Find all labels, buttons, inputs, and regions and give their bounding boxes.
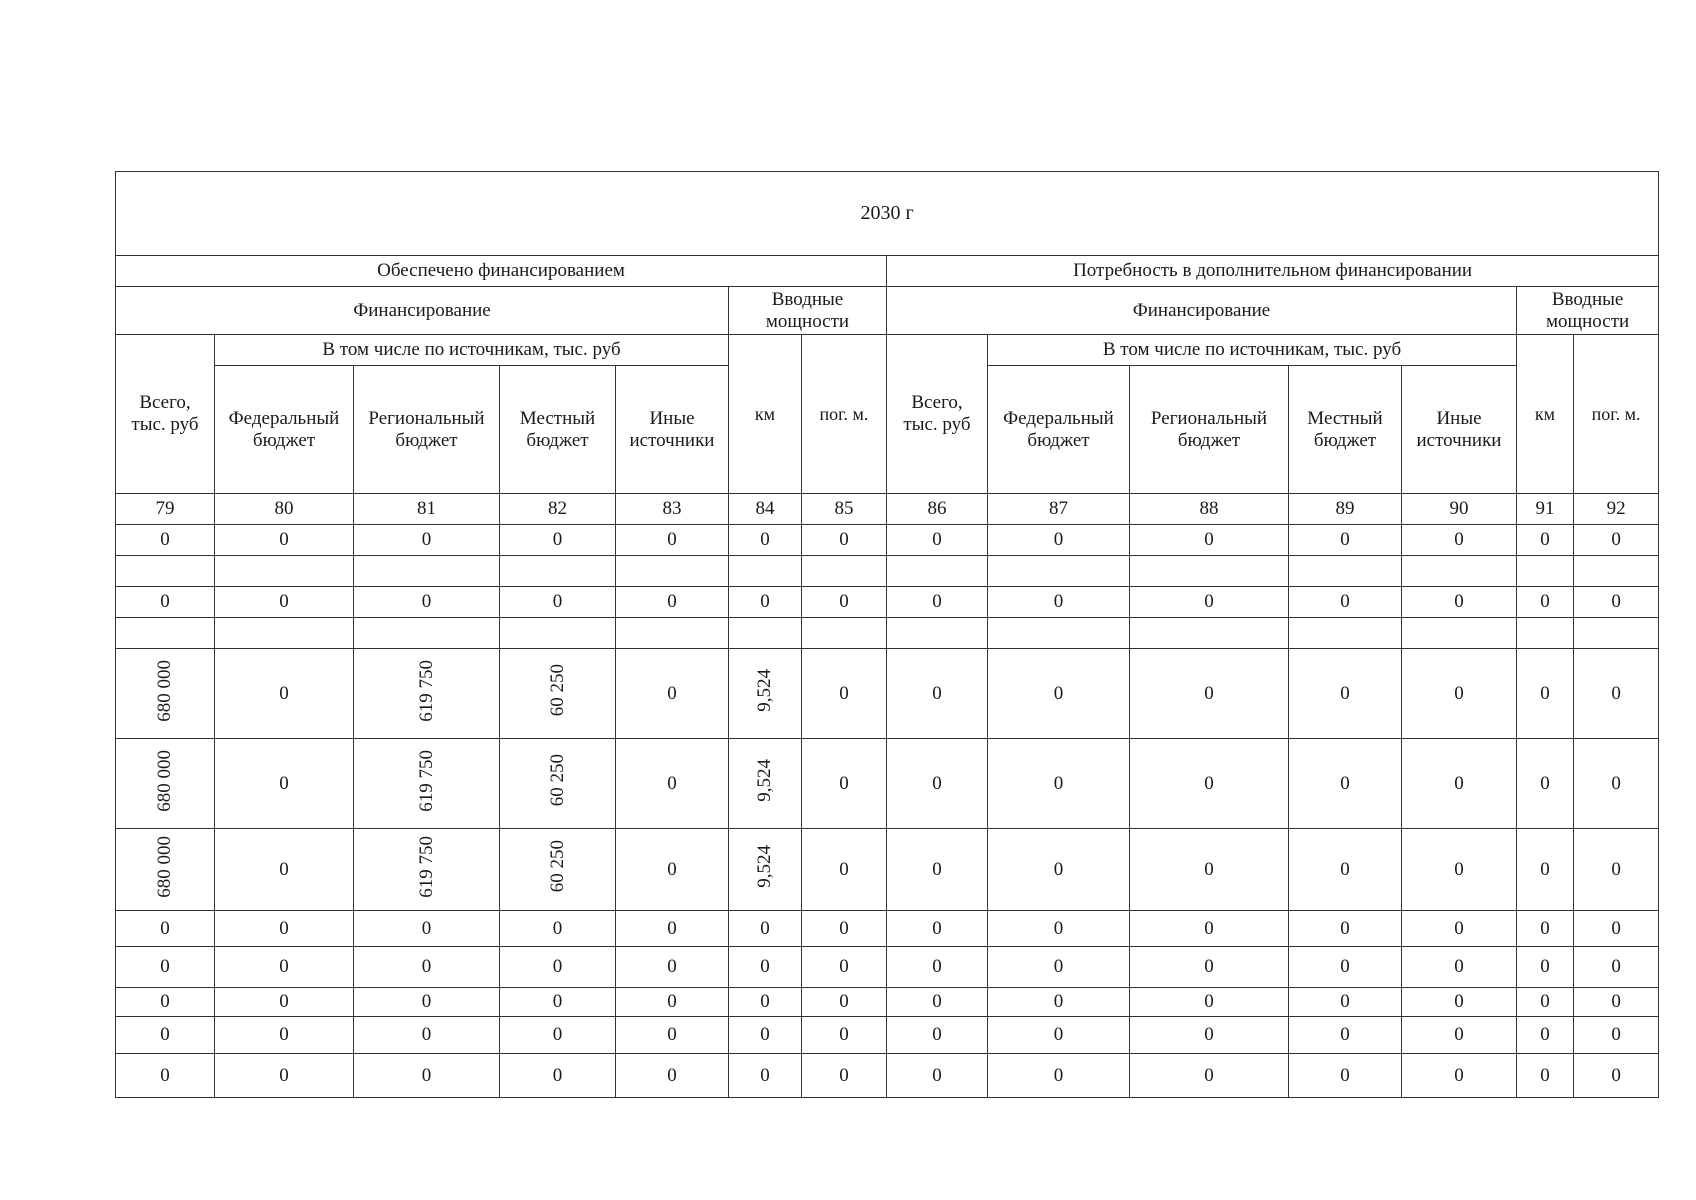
table-cell: 0 xyxy=(1289,587,1402,618)
table-cell: 0 xyxy=(1289,947,1402,988)
table-cell: 0 xyxy=(354,1054,500,1098)
table-cell: 0 xyxy=(1402,988,1517,1017)
table-cell: 0 xyxy=(500,911,616,947)
table-cell: 0 xyxy=(1130,739,1289,829)
table-cell xyxy=(887,556,988,587)
table-cell: 0 xyxy=(887,1054,988,1098)
table-cell: 0 xyxy=(1574,1054,1659,1098)
table-cell: 0 xyxy=(1130,649,1289,739)
table-cell: 0 xyxy=(1289,649,1402,739)
table-cell: 0 xyxy=(1130,947,1289,988)
rotated-value: 680 000 xyxy=(154,835,176,898)
table-cell: 0 xyxy=(729,587,802,618)
table-cell xyxy=(1517,556,1574,587)
table-cell: 0 xyxy=(729,988,802,1017)
other-line2: источники xyxy=(1416,429,1502,451)
capacity-header-funded xyxy=(729,287,887,335)
table-cell xyxy=(1402,556,1517,587)
table-cell: 0 xyxy=(1517,587,1574,618)
table-cell: 0 xyxy=(616,1054,729,1098)
group-needed-header: Потребность в дополнительном финансировании xyxy=(887,256,1659,287)
table-cell: 0 xyxy=(1289,988,1402,1017)
table-cell: 0 xyxy=(729,525,802,556)
column-number: 92 xyxy=(1574,494,1659,525)
other-line2: источники xyxy=(629,429,715,451)
table-cell: 0 xyxy=(988,911,1130,947)
total-line1: Всего, xyxy=(139,392,191,414)
table-row xyxy=(116,739,1659,829)
table-cell xyxy=(729,618,802,649)
table-cell: 0 xyxy=(354,587,500,618)
table-cell: 0 xyxy=(1130,988,1289,1017)
table-cell: 0 xyxy=(500,587,616,618)
other-line1: Иные xyxy=(649,407,695,429)
table-cell: 0 xyxy=(1574,525,1659,556)
table-cell: 0 xyxy=(887,947,988,988)
table-row xyxy=(116,988,1659,1017)
table-cell: 0 xyxy=(354,947,500,988)
table-cell: 0 xyxy=(1289,829,1402,911)
table-cell xyxy=(1130,618,1289,649)
table-cell: 0 xyxy=(1517,947,1574,988)
rotated-value: 619 750 xyxy=(415,659,437,722)
table-cell xyxy=(500,618,616,649)
table-cell: 0 xyxy=(116,988,215,1017)
table-row xyxy=(116,618,1659,649)
table-cell: 0 xyxy=(215,525,354,556)
table-row xyxy=(116,1054,1659,1098)
table-row xyxy=(116,911,1659,947)
table-cell: 0 xyxy=(1574,988,1659,1017)
total-header-needed xyxy=(887,335,988,494)
table-cell: 0 xyxy=(802,911,887,947)
by-sources-header-needed: В том числе по источникам, тыс. руб xyxy=(988,335,1517,366)
financing-header-funded: Финансирование xyxy=(116,287,729,335)
table-row xyxy=(116,587,1659,618)
table-cell: 0 xyxy=(616,829,729,911)
table-cell: 0 xyxy=(354,525,500,556)
table-cell xyxy=(500,739,616,829)
rotated-value: 680 000 xyxy=(154,659,176,722)
column-number: 82 xyxy=(500,494,616,525)
table-cell: 0 xyxy=(1289,525,1402,556)
local-line1: Местный xyxy=(1307,407,1383,429)
km-header-needed: км xyxy=(1517,335,1574,494)
table-cell: 0 xyxy=(1130,911,1289,947)
table-cell xyxy=(729,829,802,911)
table-cell xyxy=(116,649,215,739)
regional-header-funded xyxy=(354,366,500,494)
regional-line2: бюджет xyxy=(1177,429,1241,451)
by-sources-header-funded: В том числе по источникам, тыс. руб xyxy=(215,335,729,366)
financing-header-needed: Финансирование xyxy=(887,287,1517,335)
table-cell: 0 xyxy=(729,911,802,947)
total-header-funded xyxy=(116,335,215,494)
table-cell xyxy=(1130,556,1289,587)
table-row xyxy=(116,525,1659,556)
column-number: 87 xyxy=(988,494,1130,525)
table-cell: 0 xyxy=(1402,829,1517,911)
table-cell: 0 xyxy=(616,947,729,988)
table-cell xyxy=(616,618,729,649)
capacity-line1: Вводные xyxy=(1551,288,1624,310)
rotated-value: 60 250 xyxy=(546,840,568,893)
table-cell xyxy=(729,739,802,829)
table-cell: 0 xyxy=(802,587,887,618)
table-cell: 0 xyxy=(729,1017,802,1054)
local-line2: бюджет xyxy=(526,429,589,451)
regional-line2: бюджет xyxy=(395,429,458,451)
table-cell xyxy=(988,556,1130,587)
table-cell xyxy=(354,829,500,911)
table-row xyxy=(116,829,1659,911)
table-cell: 0 xyxy=(215,911,354,947)
table-cell xyxy=(215,556,354,587)
federal-line2: бюджет xyxy=(252,429,316,451)
table-cell xyxy=(354,739,500,829)
other-header-funded xyxy=(616,366,729,494)
table-cell: 0 xyxy=(802,525,887,556)
rotated-value: 619 750 xyxy=(415,835,437,898)
regional-header-needed xyxy=(1130,366,1289,494)
capacity-line2: мощности xyxy=(765,310,850,332)
capacity-header-needed xyxy=(1517,287,1659,335)
table-row xyxy=(116,556,1659,587)
table-cell: 0 xyxy=(1517,649,1574,739)
table-cell: 0 xyxy=(1402,525,1517,556)
table-cell: 0 xyxy=(616,649,729,739)
regional-line1: Региональный xyxy=(368,407,485,429)
table-cell xyxy=(116,618,215,649)
rotated-value: 9,524 xyxy=(754,845,776,888)
table-cell: 0 xyxy=(1517,525,1574,556)
table-cell: 0 xyxy=(1574,911,1659,947)
rotated-value: 60 250 xyxy=(546,754,568,807)
table-cell: 0 xyxy=(215,829,354,911)
table-cell: 0 xyxy=(616,988,729,1017)
column-number: 90 xyxy=(1402,494,1517,525)
federal-header-funded xyxy=(215,366,354,494)
table-cell: 0 xyxy=(1130,829,1289,911)
table-cell: 0 xyxy=(887,1017,988,1054)
table-cell: 0 xyxy=(1130,1054,1289,1098)
table-cell: 0 xyxy=(802,1054,887,1098)
table-row xyxy=(116,649,1659,739)
table-cell: 0 xyxy=(729,947,802,988)
table-cell: 0 xyxy=(354,911,500,947)
table-cell: 0 xyxy=(616,1017,729,1054)
table-cell: 0 xyxy=(802,739,887,829)
column-number: 81 xyxy=(354,494,500,525)
total-line1: Всего, xyxy=(911,392,963,414)
table-cell: 0 xyxy=(215,587,354,618)
table-cell xyxy=(500,556,616,587)
federal-header-needed xyxy=(988,366,1130,494)
table-cell: 0 xyxy=(616,911,729,947)
federal-line1: Федеральный xyxy=(1003,407,1114,429)
table-cell: 0 xyxy=(500,525,616,556)
capacity-line2: мощности xyxy=(1545,310,1630,332)
other-line1: Иные xyxy=(1436,407,1482,429)
table-cell: 0 xyxy=(988,988,1130,1017)
table-cell: 0 xyxy=(1574,829,1659,911)
table-cell: 0 xyxy=(988,739,1130,829)
table-cell xyxy=(354,556,500,587)
table-cell: 0 xyxy=(215,1054,354,1098)
table-cell xyxy=(354,649,500,739)
regional-line1: Региональный xyxy=(1150,407,1268,429)
table-cell xyxy=(116,829,215,911)
table-cell xyxy=(116,739,215,829)
table-cell: 0 xyxy=(988,649,1130,739)
table-cell: 0 xyxy=(116,911,215,947)
table-cell: 0 xyxy=(215,947,354,988)
table-cell: 0 xyxy=(1517,911,1574,947)
table-cell: 0 xyxy=(729,1054,802,1098)
table-cell: 0 xyxy=(1289,739,1402,829)
table-cell: 0 xyxy=(1289,1017,1402,1054)
table-cell: 0 xyxy=(1402,1017,1517,1054)
table-cell: 0 xyxy=(1574,739,1659,829)
column-number: 79 xyxy=(116,494,215,525)
table-cell xyxy=(500,649,616,739)
rotated-value: 9,524 xyxy=(754,669,776,712)
table-cell: 0 xyxy=(1402,587,1517,618)
table-cell: 0 xyxy=(616,525,729,556)
federal-line2: бюджет xyxy=(1027,429,1090,451)
table-cell: 0 xyxy=(1130,1017,1289,1054)
table-cell: 0 xyxy=(1402,649,1517,739)
local-line1: Местный xyxy=(519,407,596,429)
table-cell: 0 xyxy=(887,829,988,911)
table-cell: 0 xyxy=(1130,587,1289,618)
column-number: 89 xyxy=(1289,494,1402,525)
table-cell: 0 xyxy=(1517,988,1574,1017)
table-cell: 0 xyxy=(1574,947,1659,988)
table-cell: 0 xyxy=(1130,525,1289,556)
table-cell: 0 xyxy=(988,587,1130,618)
table-cell: 0 xyxy=(116,587,215,618)
column-number: 80 xyxy=(215,494,354,525)
table-cell xyxy=(116,556,215,587)
column-number: 91 xyxy=(1517,494,1574,525)
table-cell: 0 xyxy=(1574,1017,1659,1054)
table-cell xyxy=(1289,618,1402,649)
table-title: 2030 г xyxy=(116,172,1659,256)
table-cell: 0 xyxy=(988,1017,1130,1054)
local-header-needed xyxy=(1289,366,1402,494)
table-cell: 0 xyxy=(1517,829,1574,911)
table-cell: 0 xyxy=(1402,947,1517,988)
table-cell: 0 xyxy=(887,988,988,1017)
table-cell: 0 xyxy=(988,1054,1130,1098)
table-cell xyxy=(1517,618,1574,649)
financing-table xyxy=(115,171,1659,1098)
table-cell: 0 xyxy=(616,739,729,829)
table-cell xyxy=(354,618,500,649)
column-number: 88 xyxy=(1130,494,1289,525)
table-cell xyxy=(729,649,802,739)
table-cell: 0 xyxy=(1517,739,1574,829)
table-cell: 0 xyxy=(887,649,988,739)
table-cell: 0 xyxy=(802,649,887,739)
table-cell xyxy=(500,829,616,911)
column-number-row xyxy=(116,494,1659,525)
table-cell: 0 xyxy=(1402,1054,1517,1098)
table-cell: 0 xyxy=(116,525,215,556)
column-number: 86 xyxy=(887,494,988,525)
table-cell: 0 xyxy=(802,829,887,911)
group-funded-header: Обеспечено финансированием xyxy=(116,256,887,287)
table-cell: 0 xyxy=(802,988,887,1017)
table-cell: 0 xyxy=(500,1017,616,1054)
table-cell xyxy=(802,556,887,587)
pm-header-funded: пог. м. xyxy=(802,335,887,494)
table-cell: 0 xyxy=(802,1017,887,1054)
rotated-value: 60 250 xyxy=(546,664,568,717)
table-row xyxy=(116,1017,1659,1054)
table-cell xyxy=(215,618,354,649)
table-cell: 0 xyxy=(215,1017,354,1054)
table-cell: 0 xyxy=(616,587,729,618)
table-cell: 0 xyxy=(500,1054,616,1098)
table-cell: 0 xyxy=(988,947,1130,988)
table-cell xyxy=(729,556,802,587)
capacity-line1: Вводные xyxy=(771,288,844,310)
table-cell: 0 xyxy=(1289,911,1402,947)
table-cell: 0 xyxy=(116,947,215,988)
federal-line1: Федеральный xyxy=(228,407,340,429)
table-cell: 0 xyxy=(887,525,988,556)
table-cell: 0 xyxy=(802,947,887,988)
table-cell: 0 xyxy=(988,525,1130,556)
table-cell: 0 xyxy=(116,1017,215,1054)
table-cell xyxy=(1402,618,1517,649)
table-cell xyxy=(1574,618,1659,649)
local-header-funded xyxy=(500,366,616,494)
table-cell: 0 xyxy=(1574,649,1659,739)
table-cell xyxy=(1574,556,1659,587)
table-cell: 0 xyxy=(500,988,616,1017)
total-line2: тыс. руб xyxy=(131,414,199,435)
table-cell xyxy=(802,618,887,649)
rotated-value: 680 000 xyxy=(154,749,176,812)
total-line2: тыс. руб xyxy=(903,414,971,435)
column-number: 83 xyxy=(616,494,729,525)
table-cell: 0 xyxy=(1517,1054,1574,1098)
column-number: 84 xyxy=(729,494,802,525)
table-cell: 0 xyxy=(988,829,1130,911)
pm-header-needed: пог. м. xyxy=(1574,335,1659,494)
table-cell: 0 xyxy=(354,1017,500,1054)
table-cell: 0 xyxy=(1517,1017,1574,1054)
table-cell: 0 xyxy=(1289,1054,1402,1098)
table-cell: 0 xyxy=(887,587,988,618)
table-cell: 0 xyxy=(215,988,354,1017)
table-cell: 0 xyxy=(1402,911,1517,947)
table-cell: 0 xyxy=(215,739,354,829)
table-cell xyxy=(616,556,729,587)
table-cell: 0 xyxy=(887,739,988,829)
table-cell: 0 xyxy=(215,649,354,739)
km-header-funded: км xyxy=(729,335,802,494)
local-line2: бюджет xyxy=(1313,429,1377,451)
rotated-value: 9,524 xyxy=(754,759,776,802)
table-cell: 0 xyxy=(500,947,616,988)
table-cell xyxy=(1289,556,1402,587)
rotated-value: 619 750 xyxy=(415,749,437,812)
table-cell: 0 xyxy=(116,1054,215,1098)
table-cell: 0 xyxy=(1402,739,1517,829)
table-cell xyxy=(988,618,1130,649)
table-cell: 0 xyxy=(354,988,500,1017)
table-row xyxy=(116,947,1659,988)
table-cell xyxy=(887,618,988,649)
column-number: 85 xyxy=(802,494,887,525)
other-header-needed xyxy=(1402,366,1517,494)
table-cell: 0 xyxy=(887,911,988,947)
table-cell: 0 xyxy=(1574,587,1659,618)
